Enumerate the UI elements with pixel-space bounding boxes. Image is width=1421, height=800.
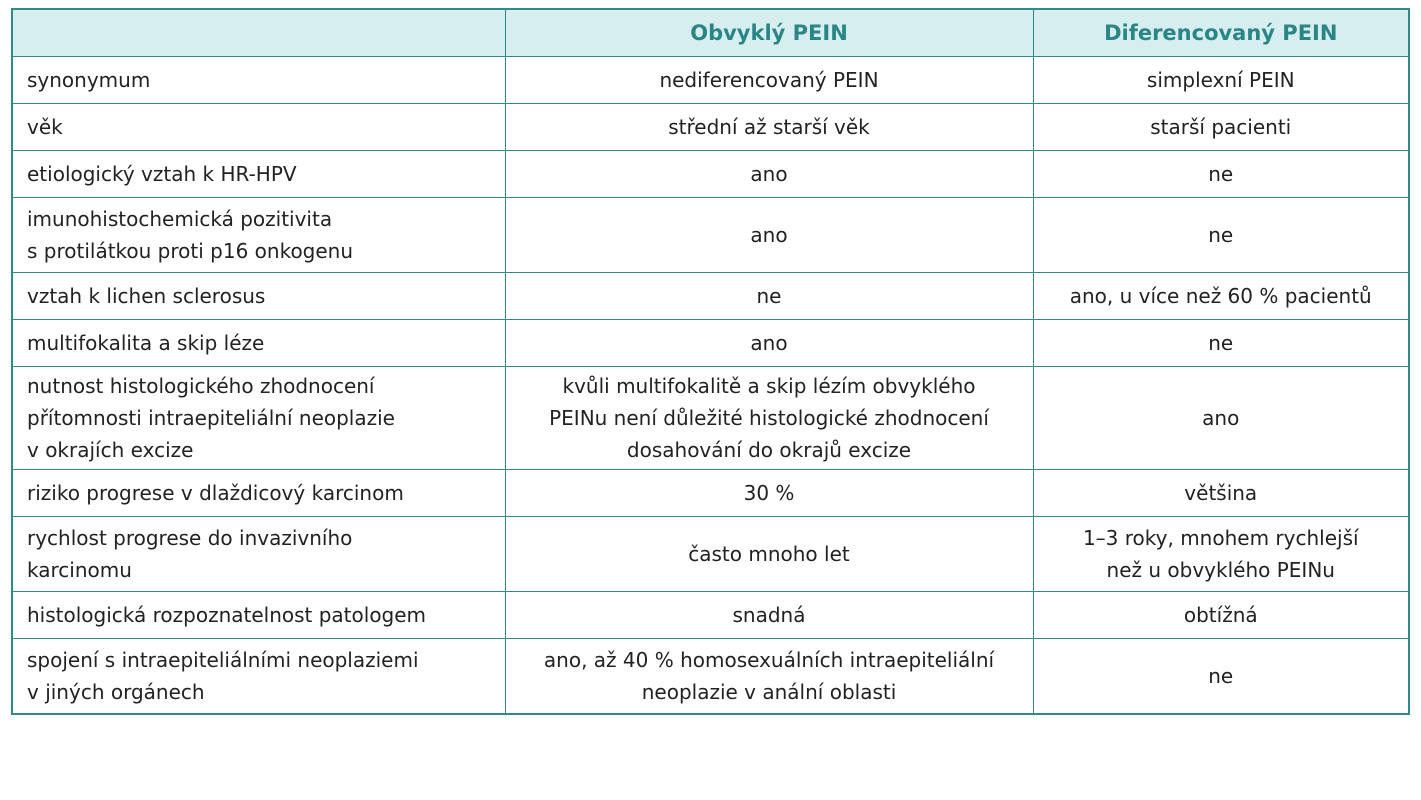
cell-obvykly xyxy=(505,367,1033,470)
cell-line: simplexní PEIN xyxy=(1146,68,1295,92)
row-label xyxy=(12,273,505,320)
cell-line: dosahování do okrajů excize xyxy=(626,438,912,462)
cell-line: ano xyxy=(1202,406,1240,430)
table-row xyxy=(12,592,1409,639)
cell-line: ne xyxy=(1208,162,1234,186)
row-label xyxy=(12,104,505,151)
cell-line: etiologický vztah k HR-HPV xyxy=(27,162,297,186)
cell-obvykly xyxy=(505,273,1033,320)
row-label xyxy=(12,367,505,470)
table-row xyxy=(12,367,1409,470)
cell-line: spojení s intraepiteliálními neoplaziemi xyxy=(27,648,419,672)
row-label xyxy=(12,198,505,273)
cell-line: snadná xyxy=(732,603,806,627)
header-empty xyxy=(12,9,505,57)
row-label xyxy=(12,57,505,104)
cell-line: ano xyxy=(750,223,788,247)
cell-obvykly xyxy=(505,639,1033,715)
comparison-table xyxy=(11,8,1410,715)
cell-diferencovany xyxy=(1033,470,1409,517)
cell-line: v jiných orgánech xyxy=(27,680,205,704)
row-label xyxy=(12,151,505,198)
cell-line: ne xyxy=(1208,223,1234,247)
cell-line: střední až starší věk xyxy=(668,115,870,139)
cell-line: často mnoho let xyxy=(688,542,850,566)
cell-line: než u obvyklého PEINu xyxy=(1106,558,1335,582)
cell-obvykly xyxy=(505,104,1033,151)
table-row xyxy=(12,320,1409,367)
cell-obvykly xyxy=(505,151,1033,198)
cell-diferencovany xyxy=(1033,104,1409,151)
table-row xyxy=(12,517,1409,592)
table-row xyxy=(12,57,1409,104)
cell-diferencovany xyxy=(1033,273,1409,320)
cell-line: ano, až 40 % homosexuálních intraepiteliální xyxy=(543,648,995,672)
cell-line: kvůli multifokalitě a skip lézím obvyklého xyxy=(562,374,976,398)
cell-obvykly xyxy=(505,320,1033,367)
cell-line: 30 % xyxy=(743,481,795,505)
cell-line: vztah k lichen sclerosus xyxy=(27,284,266,308)
cell-line: starší pacienti xyxy=(1150,115,1292,139)
table-row xyxy=(12,151,1409,198)
cell-line: nutnost histologického zhodnocení xyxy=(27,374,375,398)
table-row xyxy=(12,198,1409,273)
cell-obvykly xyxy=(505,592,1033,639)
cell-line: synonymum xyxy=(27,68,151,92)
cell-line: s protilátkou proti p16 onkogenu xyxy=(27,239,354,263)
cell-line: riziko progrese v dlaždicový karcinom xyxy=(27,481,404,505)
header-obvykly: Obvyklý PEIN xyxy=(505,9,1033,57)
cell-line: ano xyxy=(750,162,788,186)
cell-obvykly xyxy=(505,57,1033,104)
cell-obvykly xyxy=(505,470,1033,517)
cell-line: neoplazie v anální oblasti xyxy=(641,680,897,704)
cell-line: imunohistochemická pozitivita xyxy=(27,207,333,231)
cell-line: multifokalita a skip léze xyxy=(27,331,265,355)
header-row xyxy=(12,9,1409,57)
cell-line: ne xyxy=(756,284,782,308)
cropped-caption-strip xyxy=(0,0,1421,8)
cell-line: rychlost progrese do invazivního xyxy=(27,526,353,550)
cell-line: ne xyxy=(1208,331,1234,355)
cell-obvykly xyxy=(505,517,1033,592)
cell-line: ano, u více než 60 % pacientů xyxy=(1069,284,1372,308)
cell-diferencovany xyxy=(1033,151,1409,198)
row-label xyxy=(12,639,505,715)
cell-line: histologická rozpoznatelnost patologem xyxy=(27,603,427,627)
row-label xyxy=(12,470,505,517)
row-label xyxy=(12,592,505,639)
table-row xyxy=(12,273,1409,320)
cell-line: v okrajích excize xyxy=(27,438,194,462)
cell-line: ano xyxy=(750,331,788,355)
cell-line: karcinomu xyxy=(27,558,132,582)
row-label xyxy=(12,517,505,592)
cell-diferencovany xyxy=(1033,57,1409,104)
cell-obvykly xyxy=(505,198,1033,273)
cell-line: většina xyxy=(1184,481,1258,505)
header-diferencovany: Diferencovaný PEIN xyxy=(1033,9,1409,57)
cell-line: nediferencovaný PEIN xyxy=(659,68,879,92)
table-row xyxy=(12,470,1409,517)
table-body xyxy=(12,57,1409,715)
row-label xyxy=(12,320,505,367)
cell-diferencovany xyxy=(1033,639,1409,715)
cell-line: 1–3 roky, mnohem rychlejší xyxy=(1082,526,1359,550)
cell-diferencovany xyxy=(1033,592,1409,639)
table-row xyxy=(12,639,1409,715)
cell-line: přítomnosti intraepiteliální neoplazie xyxy=(27,406,395,430)
table-row xyxy=(12,104,1409,151)
cell-diferencovany xyxy=(1033,320,1409,367)
cell-diferencovany xyxy=(1033,517,1409,592)
cell-line: obtížná xyxy=(1183,603,1258,627)
cell-line: věk xyxy=(27,115,63,139)
cell-diferencovany xyxy=(1033,367,1409,470)
cell-diferencovany xyxy=(1033,198,1409,273)
cell-line: PEINu není důležité histologické zhodnocení xyxy=(549,406,989,430)
cell-line: ne xyxy=(1208,664,1234,688)
